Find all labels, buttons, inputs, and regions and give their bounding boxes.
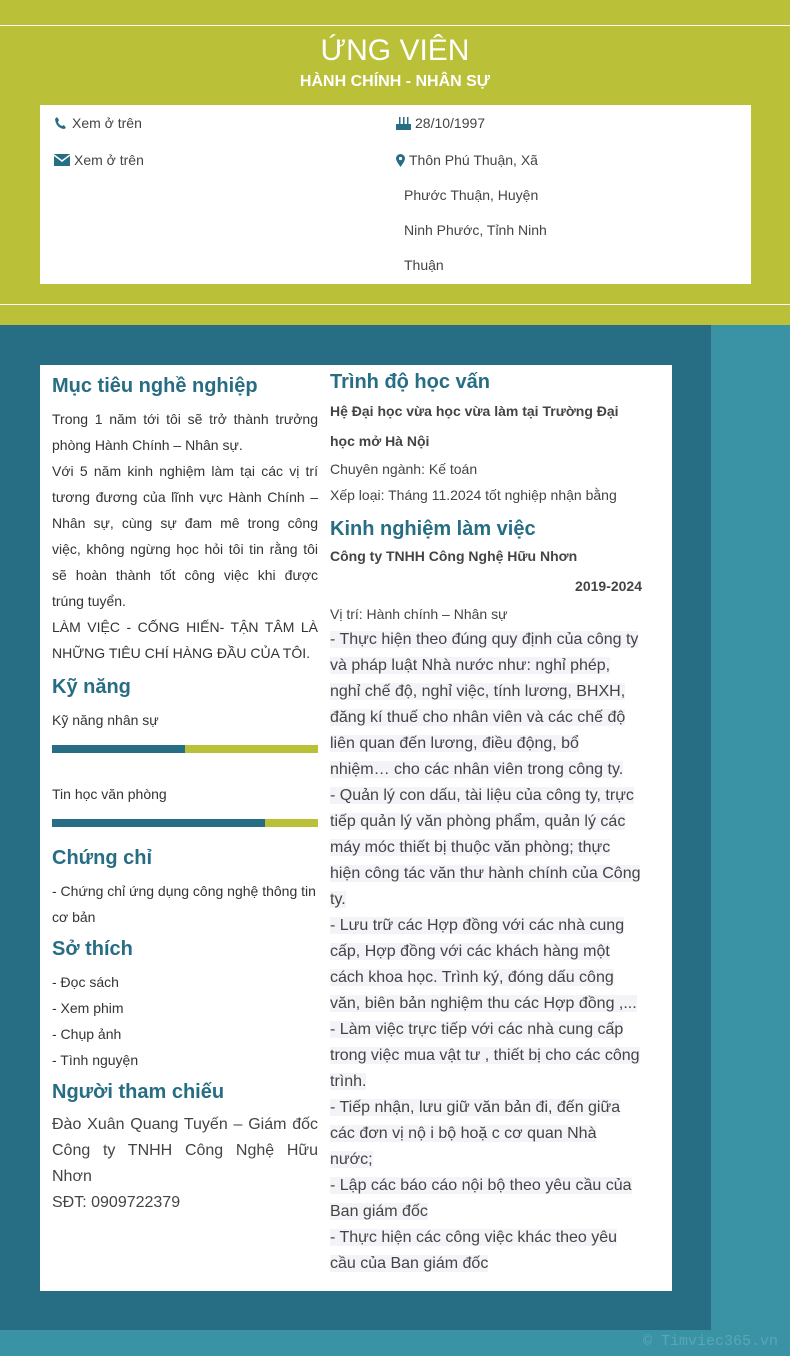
skills-heading: Kỹ năng <box>52 676 131 698</box>
hobby-item: - Xem phim <box>52 1000 124 1016</box>
address-line: Ninh Phước, Tỉnh Ninh <box>404 222 547 238</box>
right-column <box>330 371 642 1277</box>
work-position: Vị trí: Hành chính – Nhân sự <box>330 606 508 622</box>
duty-item: - Lập các báo cáo nội bộ theo yêu cầu của Ban giám đốc <box>330 1177 632 1220</box>
map-marker-icon <box>396 154 405 167</box>
email-value: Xem ở trên <box>74 152 144 168</box>
hobby-item: - Đọc sách <box>52 974 119 990</box>
duty-item: - Quản lý con dấu, tài liệu của công ty, trực tiếp quản lý văn phòng phẩm, quản lý các máy móc thiết bị thuộc văn phòng; thực hiện công tác văn thư hành chính của Công ty. <box>330 787 641 908</box>
work-period: 2019-2024 <box>575 578 642 594</box>
contact-box <box>40 105 751 284</box>
duty-item: - Tiếp nhận, lưu giữ văn bản đi, đến giữa các đơn vị nộ i bộ hoặ c cơ quan Nhà nước; <box>330 1099 621 1168</box>
reference-text <box>52 1112 318 1216</box>
hobby-heading: Sở thích <box>52 938 133 960</box>
hobby-item: - Tình nguyện <box>52 1052 139 1068</box>
objective-line: Trong 1 năm tới tôi sẽ trở thành trưởng phòng Hành Chính – Nhân sự. <box>52 411 318 453</box>
address-item <box>396 152 538 168</box>
address-line: Thôn Phú Thuận, Xã <box>409 152 538 168</box>
duty-item: - Lưu trữ các Hợp đồng với các nhà cung cấp, Hợp đồng với các khách hàng một cách khoa học. Trình ký, đóng dấu công văn, biên bản nghiệm thu các Hợp đồng ,... <box>330 917 637 1012</box>
skill-name: Kỹ năng nhân sự <box>52 712 159 728</box>
duty-item: - Thực hiện các công việc khác theo yêu cầu của Ban giám đốc <box>330 1229 618 1272</box>
duty-item: - Làm việc trực tiếp với các nhà cung cấp trong việc mua vật tư , thiết bị cho các công trình. <box>330 1021 640 1090</box>
phone-value: Xem ở trên <box>72 115 142 131</box>
cv-body <box>40 365 672 1291</box>
cv-title: ỨNG VIÊN <box>320 34 470 67</box>
birthday-value: 28/10/1997 <box>415 115 486 131</box>
email-item <box>54 152 144 168</box>
objective-text <box>52 406 318 666</box>
divider <box>0 304 790 305</box>
objective-line: LÀM VIỆC - CỐNG HIẾN- TẬN TÂM LÀ NHỮNG TIÊU CHÍ HÀNG ĐẦU CỦA TÔI. <box>52 619 318 661</box>
envelope-icon <box>54 154 70 166</box>
reference-phone: SĐT: 0909722379 <box>52 1194 181 1211</box>
phone-icon <box>54 116 68 130</box>
company-name: Công ty TNHH Công Nghệ Hữu Nhơn <box>330 548 578 564</box>
address-line: Phước Thuận, Huyện <box>404 187 539 203</box>
skill-bar <box>52 745 318 753</box>
skill-bar <box>52 819 318 827</box>
phone-item <box>54 115 142 131</box>
skill-bar-fill <box>52 819 265 827</box>
divider <box>0 25 790 26</box>
cv-header <box>0 0 790 325</box>
reference-heading: Người tham chiếu <box>52 1081 225 1103</box>
objective-heading: Mục tiêu nghề nghiệp <box>52 375 258 397</box>
education-school: Hệ Đại học vừa học vừa làm tại Trường Đại học mở Hà Nội <box>330 403 619 449</box>
address-line: Thuận <box>404 257 444 273</box>
education-heading: Trình độ học vấn <box>330 371 491 393</box>
left-column <box>52 375 318 1216</box>
reference-name: Đào Xuân Quang Tuyến – Giám đốc Công ty TNHH Công Nghệ Hữu Nhơn <box>52 1116 318 1185</box>
watermark-credit: © Timviec365.vn <box>642 1333 778 1350</box>
side-strip <box>711 325 790 1356</box>
hobby-item: - Chụp ảnh <box>52 1026 122 1042</box>
education-major: Chuyên ngành: Kế toán <box>330 461 478 477</box>
cert-text: - Chứng chỉ ứng dụng công nghệ thông tin cơ bản <box>52 883 316 925</box>
skill-bar-fill <box>52 745 185 753</box>
birthday-cake-icon <box>396 116 411 130</box>
duty-item: - Thực hiện theo đúng quy định của công ty và pháp luật Nhà nước như: nghỉ phép, nghỉ chế độ, nghỉ việc, tính lương, BHXH, đăng kí thuế cho nhân viên và các chế độ liên quan đến lương, điều động, bổ nhiệm… cho các nhân viên trong công ty. <box>330 631 639 778</box>
education-grade: Xếp loại: Tháng 11.2024 tốt nghiệp nhận bằng <box>330 487 617 503</box>
cert-heading: Chứng chỉ <box>52 847 153 869</box>
birthday-item <box>396 115 485 131</box>
skill-name: Tin học văn phòng <box>52 786 167 802</box>
duty-list <box>330 627 642 1277</box>
objective-line: Với 5 năm kinh nghiệm làm tại các vị trí tương đương của lĩnh vực Hành Chính – Nhân sự, cùng sự đam mê trong công việc, không ngừng học hỏi tôi tin rằng tôi sẽ hoàn thành tốt công việc khi được trúng tuyển. <box>52 463 318 609</box>
cv-position: HÀNH CHÍNH - NHÂN SỰ <box>299 73 491 90</box>
experience-heading: Kinh nghiệm làm việc <box>330 518 536 540</box>
hobby-list <box>52 969 318 1073</box>
